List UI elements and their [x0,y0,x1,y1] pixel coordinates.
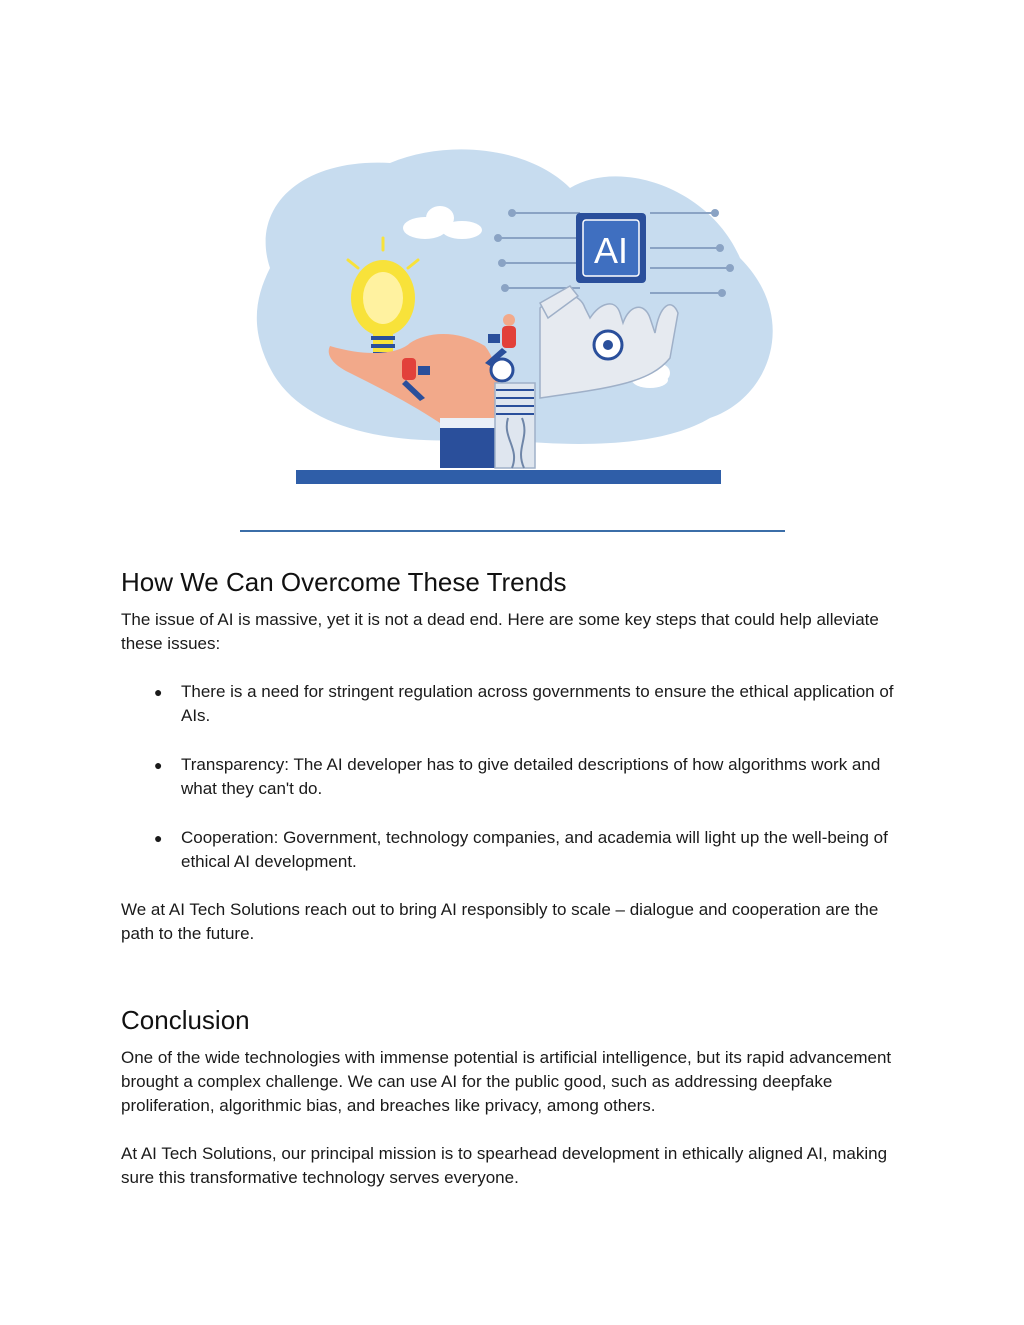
list-item [154,753,901,801]
list-item [154,826,901,874]
section-heading: How We Can Overcome These Trends [121,567,567,597]
closing-paragraph: We at AI Tech Solutions reach out to bring AI responsibly to scale – dialogue and cooperation are the path to the future. [121,900,879,943]
conclusion-section [121,1004,901,1190]
hero-illustration [240,118,785,518]
svg-text:AI: AI [593,230,629,271]
base-bar [296,470,721,484]
list-item [154,680,901,728]
section-heading: Conclusion [121,1005,250,1035]
list-item-text: Cooperation: Government, technology companies, and academia will light up the well-being of ethical AI development. [181,828,888,871]
ai-chip-icon [576,213,646,283]
article-content [121,566,901,1190]
bullet-icon: ● [154,684,163,700]
intro-paragraph: The issue of AI is massive, yet it is not a dead end. Here are some key steps that could help alleviate these issues: [121,610,879,653]
list-item-text: There is a need for stringent regulation across governments to ensure the ethical application of AIs. [181,682,894,725]
overcome-trends-section [121,566,901,946]
list-item-text: Transparency: The AI developer has to give detailed descriptions of how algorithms work and what they can't do. [181,755,881,798]
section-divider [240,530,785,532]
bullet-icon: ● [154,757,163,773]
bullet-icon: ● [154,830,163,846]
conclusion-paragraph: One of the wide technologies with immense potential is artificial intelligence, but its rapid advancement brought a complex challenge. We can use AI for the public good, such as addressing deepfake proliferation, algorithmic bias, and breaches like privacy, among others. [121,1048,892,1115]
steps-list [121,680,901,874]
mission-paragraph: At AI Tech Solutions, our principal mission is to spearhead development in ethically aligned AI, making sure this transformative technology serves everyone. [121,1144,888,1187]
